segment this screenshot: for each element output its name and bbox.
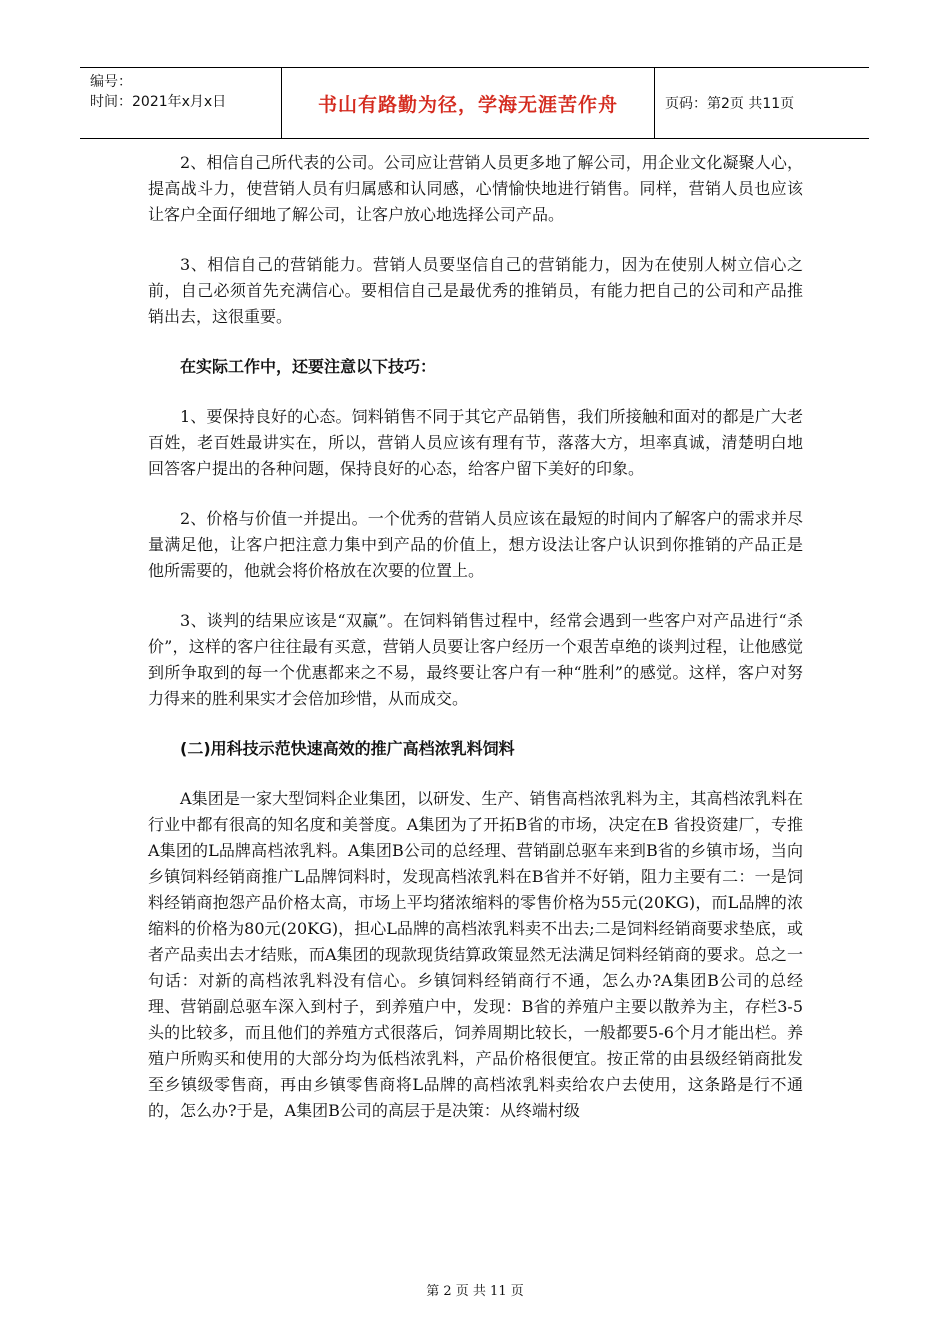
paragraph-mindset: 1、要保持良好的心态。饲料销售不同于其它产品销售，我们所接触和面对的都是广大老百姓，老百姓最讲实在，所以，营销人员应该有理有节，落落大方，坦率真诚，清楚明白地回答客户提出的各种问题，保持良好的心态，给客户留下美好的印象。	[148, 407, 803, 478]
time-label: 时间：2021年x月x日	[90, 94, 227, 110]
header-middle-cell	[282, 68, 655, 138]
paragraph-case-study: A集团是一家大型饲料企业集团，以研发、生产、销售高档浓乳料为主，其高档浓乳料在行业中都有很高的知名度和美誉度。A集团为了开拓B省的市场，决定在B 省投资建厂，专推A集团的L品牌高档浓乳料。A集团B公司的总经理、营销副总驱车来到B省的乡镇市场，当向乡镇饲料经销商推广L品牌饲料时，发现高档浓乳料在B省并不好销，阻力主要有二：一是饲料经销商抱怨产品价格太高，市场上平均猪浓缩料的零售价格为55元(20KG)，而L品牌的浓缩料的价格为80元(20KG)，担心L品牌的高档浓乳料卖不出去;二是饲料经销商要求垫底，或者产品卖出去才结账，而A集团的现款现货结算政策显然无法满足饲料经销商的要求。总之一句话：对新的高档浓乳料没有信心。乡镇饲料经销商行不通，怎么办?A集团B公司的总经理、营销副总驱车深入到村子，到养殖户中，发现：B省的养殖户主要以散养为主，存栏3-5头的比较多，而且他们的养殖方式很落后，饲养周期比较长，一般都要5-6个月才能出栏。养殖户所购买和使用的大部分均为低档浓乳料，产品价格很便宜。按正常的由县级经销商批发至乡镇级零售商，再由乡镇零售商将L品牌的高档浓乳料卖给农户去使用，这条路是行不通的，怎么办?于是，A集团B公司的高层于是决策：从终端村级	[148, 789, 803, 1120]
header-left-cell	[80, 68, 282, 138]
motto-text: 书山有路勤为径，学海无涯苦作舟	[317, 93, 618, 116]
header-table	[80, 67, 869, 139]
paragraph-ability-trust: 3、相信自己的营销能力。营销人员要坚信自己的营销能力，因为在使别人树立信心之前，自己必须首先充满信心。要相信自己是最优秀的推销员，有能力把自己的公司和产品推销出去，这很重要。	[148, 255, 803, 326]
section-heading-tips: 在实际工作中，还要注意以下技巧：	[180, 357, 437, 376]
number-label: 编号：	[90, 74, 132, 90]
paragraph-win-win: 3、谈判的结果应该是“双赢”。在饲料销售过程中，经常会遇到一些客户对产品进行“杀价”，这样的客户往往最有买意，营销人员要让客户经历一个艰苦卓绝的谈判过程，让他感觉到所争取到的每一个优惠都来之不易，最终要让客户有一种“胜利”的感觉。这样，客户对努力得来的胜利果实才会倍加珍惜，从而成交。	[148, 611, 803, 708]
header-right-cell	[655, 68, 869, 138]
page-label: 页码：第2页 共11页	[665, 96, 795, 112]
paragraph-company-trust: 2、相信自己所代表的公司。公司应让营销人员更多地了解公司，用企业文化凝聚人心，提高战斗力，使营销人员有归属感和认同感，心情愉快地进行销售。同样，营销人员也应该让客户全面仔细地了解公司，让客户放心地选择公司产品。	[148, 153, 803, 224]
document-body	[148, 150, 803, 1124]
section-heading-tech-demo: (二)用科技示范快速高效的推广高档浓乳料饲料	[180, 739, 515, 758]
page-footer: 第 2 页 共 11 页	[426, 1284, 524, 1299]
paragraph-price-value: 2、价格与价值一并提出。一个优秀的营销人员应该在最短的时间内了解客户的需求并尽量满足他，让客户把注意力集中到产品的价值上，想方设法让客户认识到你推销的产品正是他所需要的，他就会将价格放在次要的位置上。	[148, 509, 803, 580]
